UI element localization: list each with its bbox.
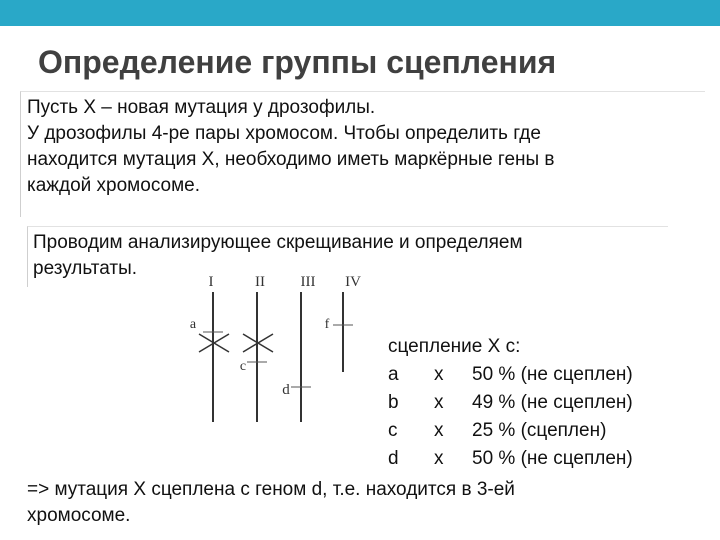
chromosome-label-1: I <box>208 274 214 290</box>
gene-d-label: d <box>282 382 290 398</box>
analysis-line-1: Проводим анализирующее скрещивание и определяем <box>33 232 523 253</box>
top-accent-bar <box>0 0 720 26</box>
result-gene: b <box>388 392 399 413</box>
result-x: х <box>434 392 444 413</box>
conclusion-line-2: хромосоме. <box>27 505 131 526</box>
chromosome-diagram <box>175 262 390 432</box>
conclusion-line-1: => мутация Х сцеплена с геном d, т.е. находится в 3-ей <box>27 479 515 500</box>
intro-line-2: У дрозофилы 4-ре пары хромосом. Чтобы определить где <box>27 123 541 144</box>
chromosome-label-3: III <box>300 274 316 290</box>
result-percent: 25 % (сцеплен) <box>472 420 607 441</box>
result-percent: 50 % (не сцеплен) <box>472 364 633 385</box>
chromosome-label-4: IV <box>345 274 361 290</box>
result-gene: c <box>388 420 398 441</box>
intro-line-4: каждой хромосоме. <box>27 175 201 196</box>
results-header: сцепление Х с: <box>388 336 521 357</box>
result-percent: 50 % (не сцеплен) <box>472 448 633 469</box>
gene-c-label: c <box>239 359 247 374</box>
result-x: х <box>434 420 444 441</box>
chromosome-label-2: II <box>255 274 265 290</box>
intro-line-3: находится мутация Х, необходимо иметь маркёрные гены в <box>27 149 555 170</box>
result-gene: a <box>388 364 399 385</box>
intro-line-1: Пусть Х – новая мутация у дрозофилы. <box>27 97 376 118</box>
result-x: х <box>434 364 444 385</box>
result-gene: d <box>388 448 399 469</box>
result-percent: 49 % (не сцеплен) <box>472 392 633 413</box>
result-x: х <box>434 448 444 469</box>
analysis-line-2: результаты. <box>33 258 138 279</box>
gene-a-label: a <box>189 317 197 332</box>
gene-f-label: f <box>324 317 330 332</box>
slide-title: Определение группы сцепления <box>38 44 557 80</box>
